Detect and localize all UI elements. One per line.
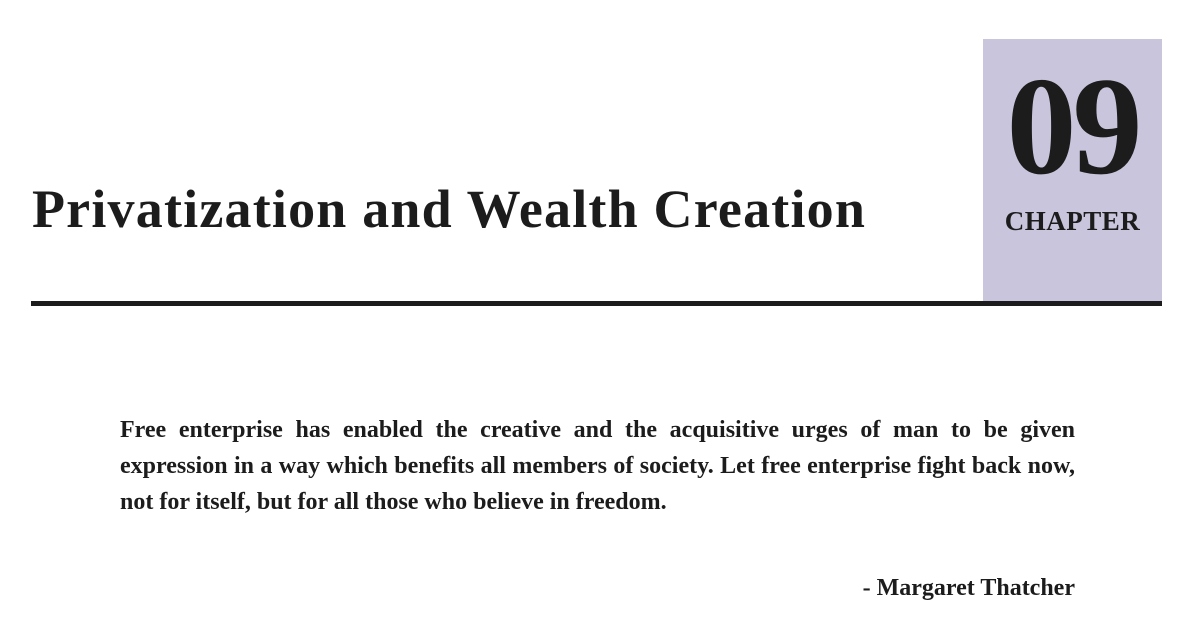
title-divider (31, 301, 1162, 306)
chapter-label: CHAPTER (1004, 206, 1141, 236)
chapter-number: 09 (1006, 49, 1139, 204)
chapter-badge (983, 39, 1162, 303)
epigraph-quote (120, 412, 1075, 520)
quote-attribution: - Margaret Thatcher (862, 575, 1075, 601)
chapter-title: Privatization and Wealth Creation (32, 179, 867, 239)
quote-text: Free enterprise has enabled the creative and the acquisitive urges of man to be given expression in a way which benefits all members of society. Let free enterprise fight back now, not for itself, but for all those who believe in freedom. (120, 417, 1075, 515)
